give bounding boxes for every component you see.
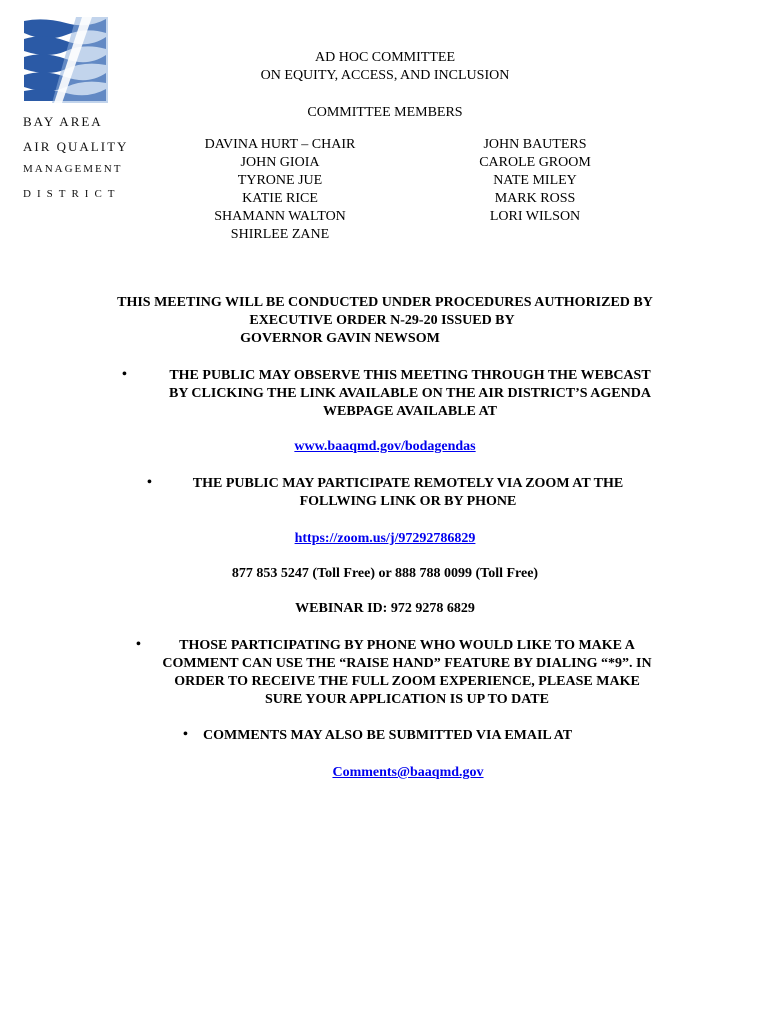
raise-hand-bullet — [138, 637, 676, 709]
phone-numbers: 877 853 5247 (Toll Free) or 888 788 0099 (Toll Free) — [231, 566, 539, 581]
bullet-glyph: • — [122, 367, 127, 382]
bullet-line: THE PUBLIC MAY PARTICIPATE REMOTELY VIA ZOOM AT THE — [192, 476, 624, 491]
member-name: KATIE RICE — [242, 191, 318, 206]
member-name: NATE MILEY — [493, 173, 577, 188]
member-name: CAROLE GROOM — [479, 155, 591, 170]
org-name-line-4: DISTRICT — [23, 188, 121, 200]
executive-order-notice — [0, 294, 770, 348]
webinar-id: WEBINAR ID: 972 9278 6829 — [295, 601, 475, 616]
bullet-line: FOLLWING LINK OR BY PHONE — [299, 494, 517, 509]
email-bullet — [203, 727, 623, 745]
comments-email-link[interactable]: Comments@baaqmd.gov — [332, 765, 484, 780]
org-name-line-1: BAY AREA — [23, 114, 103, 129]
member-name: LORI WILSON — [489, 209, 581, 224]
bullet-line: ORDER TO RECEIVE THE FULL ZOOM EXPERIENCE, PLEASE MAKE — [174, 674, 640, 689]
bullet-glyph: • — [183, 727, 188, 742]
members-heading: COMMITTEE MEMBERS — [307, 105, 463, 120]
bullet-line: SURE YOUR APPLICATION IS UP TO DATE — [265, 692, 549, 707]
bullet-line: THE PUBLIC MAY OBSERVE THIS MEETING THROUGH THE WEBCAST — [169, 368, 651, 383]
member-name: JOHN BAUTERS — [483, 137, 587, 152]
notice-line: GOVERNOR GAVIN NEWSOM — [240, 331, 440, 346]
bullet-line: THOSE PARTICIPATING BY PHONE WHO WOULD LIKE TO MAKE A — [179, 638, 635, 653]
notice-line: EXECUTIVE ORDER N-29-20 ISSUED BY — [249, 313, 515, 328]
members-left-column — [180, 136, 380, 244]
notice-line: THIS MEETING WILL BE CONDUCTED UNDER PROCEDURES AUTHORIZED BY — [117, 295, 653, 310]
member-name: JOHN GIOIA — [240, 155, 320, 170]
member-name: SHIRLEE ZANE — [230, 227, 330, 242]
zoom-link-row — [0, 529, 770, 547]
zoom-bullet — [165, 475, 651, 511]
committee-title — [0, 49, 770, 85]
bullet-line: COMMENTS MAY ALSO BE SUBMITTED VIA EMAIL AT — [203, 728, 573, 743]
title-line-1: AD HOC COMMITTEE — [315, 50, 455, 65]
webcast-bullet — [140, 367, 680, 421]
org-name-line-2: AIR QUALITY — [23, 139, 129, 154]
org-name-line-3: MANAGEMENT — [23, 163, 123, 175]
members-right-column — [445, 136, 625, 226]
zoom-meeting-link[interactable]: https://zoom.us/j/97292786829 — [294, 531, 476, 546]
member-name: SHAMANN WALTON — [214, 209, 346, 224]
title-line-2: ON EQUITY, ACCESS, AND INCLUSION — [260, 68, 510, 83]
member-name: MARK ROSS — [494, 191, 576, 206]
agenda-webpage-link[interactable]: www.baaqmd.gov/bodagendas — [294, 439, 476, 454]
bullet-line: COMMENT CAN USE THE “RAISE HAND” FEATURE BY DIALING “*9”. IN — [162, 656, 652, 671]
bullet-line: BY CLICKING THE LINK AVAILABLE ON THE AIR DISTRICT’S AGENDA — [169, 386, 651, 401]
member-name: TYRONE JUE — [237, 173, 323, 188]
bullet-glyph: • — [136, 637, 141, 652]
bullet-line: WEBPAGE AVAILABLE AT — [322, 404, 498, 419]
member-name: DAVINA HURT – CHAIR — [204, 137, 356, 152]
email-link-row — [0, 763, 770, 781]
agenda-link-row — [0, 437, 770, 455]
bullet-glyph: • — [147, 475, 152, 490]
